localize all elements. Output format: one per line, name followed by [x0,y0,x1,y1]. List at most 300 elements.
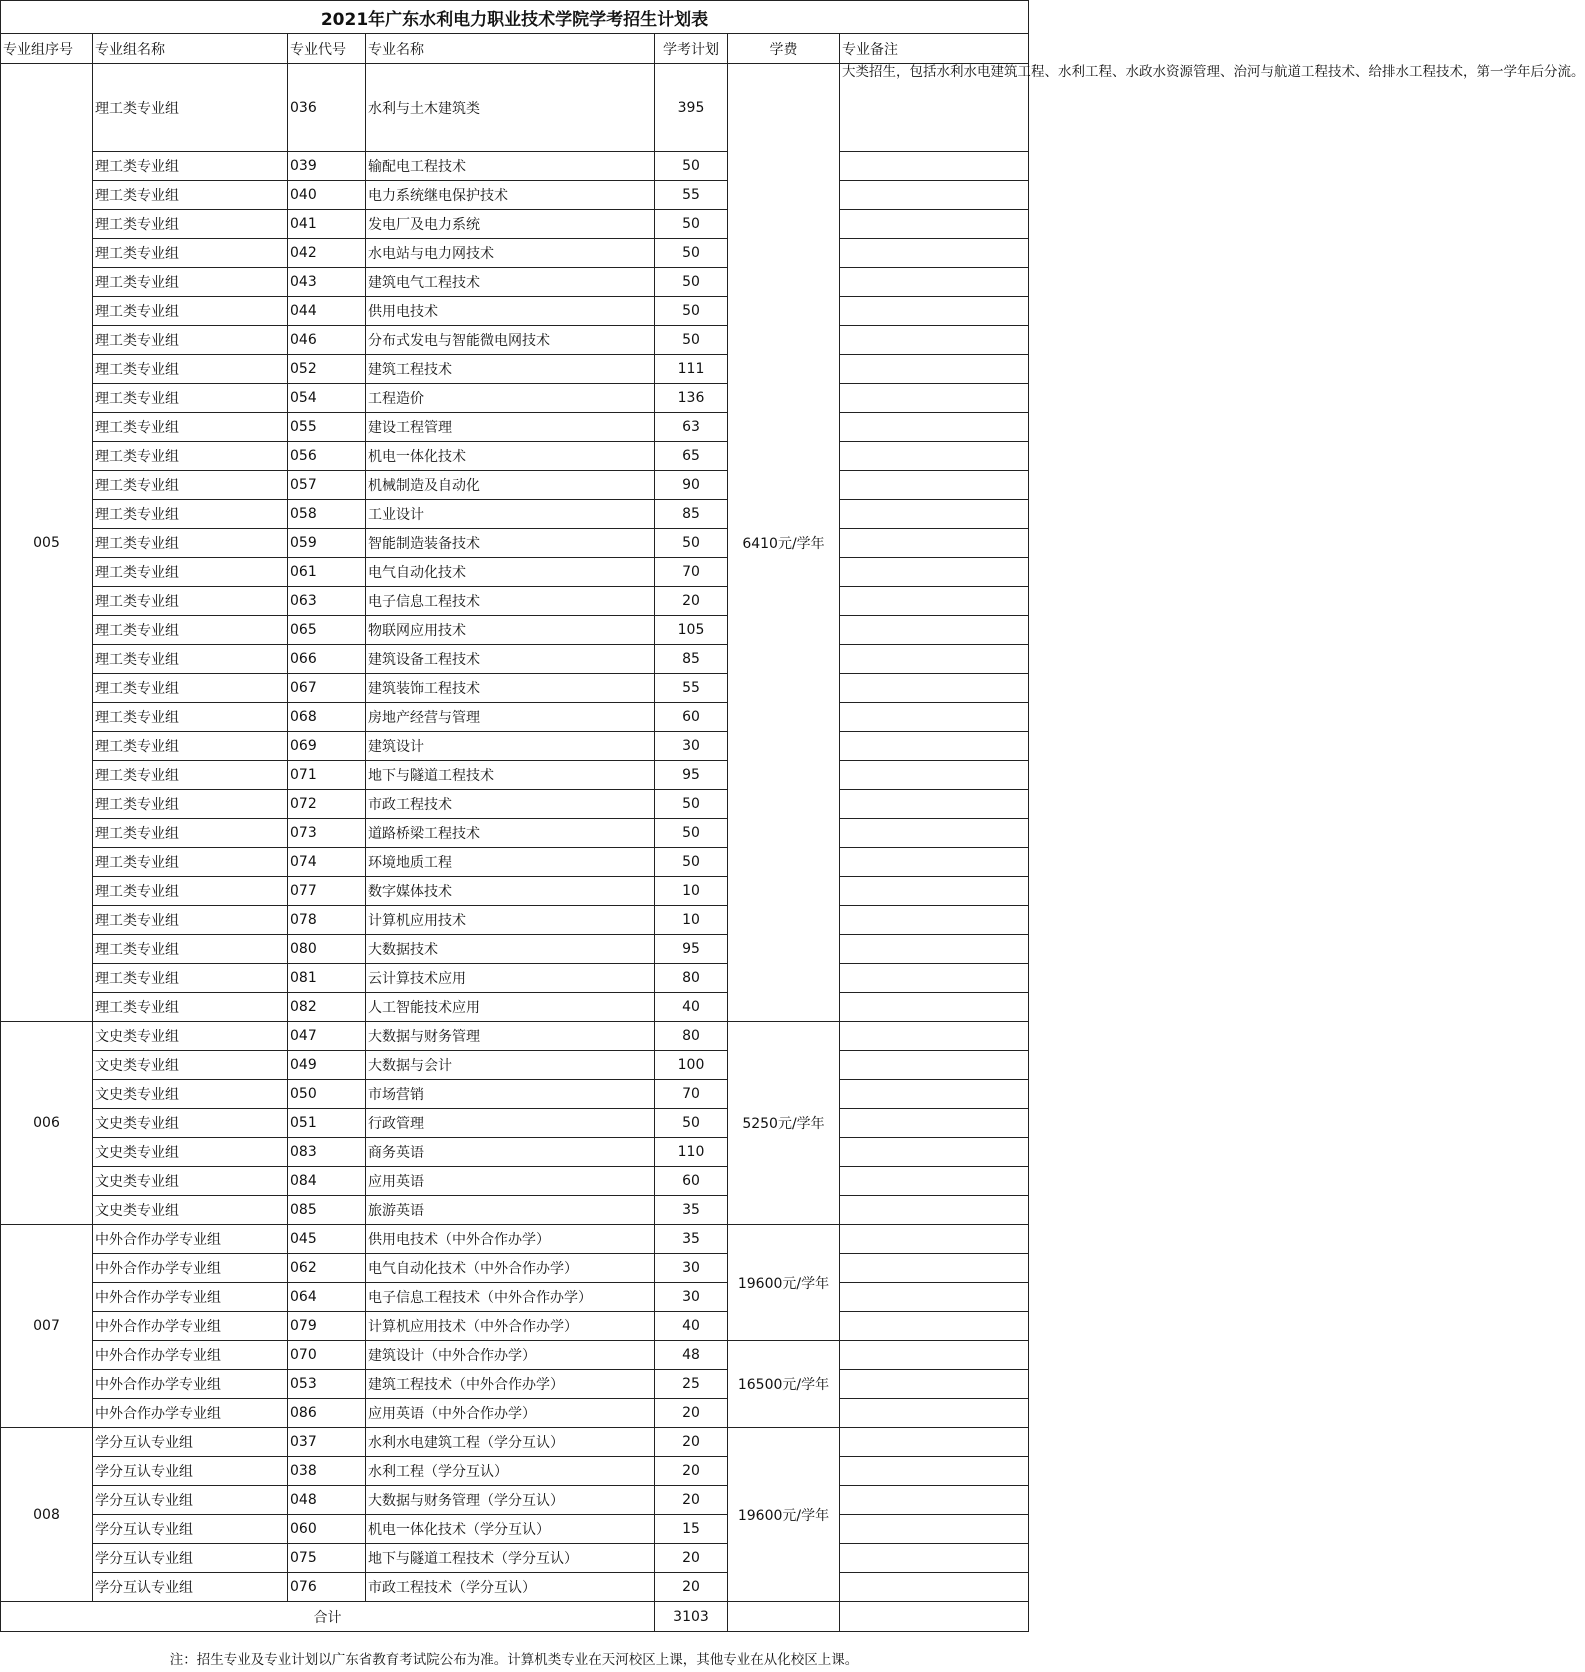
plan-count-cell: 30 [655,1283,728,1312]
major-name-cell: 物联网应用技术 [366,616,655,645]
footnote: 注：招生专业及专业计划以广东省教育考试院公布为准。计算机类专业在天河校区上课，其他专业在从化校区上课。 [169,1652,859,1668]
table-row [1,239,1029,268]
group-name-cell: 学分互认专业组 [93,1486,288,1515]
table-row [1,1167,1029,1196]
group-name-cell: 理工类专业组 [93,529,288,558]
table-row [1,64,1029,152]
plan-count-cell: 20 [655,1544,728,1573]
major-note-cell [840,1399,1029,1428]
plan-count-cell: 63 [655,413,728,442]
major-note-cell [840,384,1029,413]
major-name-cell: 建筑装饰工程技术 [366,674,655,703]
plan-count-cell: 60 [655,703,728,732]
table-row [1,355,1029,384]
major-code-cell: 081 [288,964,366,993]
table-row [1,500,1029,529]
major-note-cell [840,1225,1029,1254]
major-note-cell [840,790,1029,819]
major-note-cell [840,703,1029,732]
major-note-cell [840,442,1029,471]
header-group-name: 专业组名称 [93,34,288,64]
group-name-cell: 理工类专业组 [93,210,288,239]
plan-count-cell: 80 [655,1022,728,1051]
major-code-cell: 060 [288,1515,366,1544]
group-name-cell: 理工类专业组 [93,790,288,819]
plan-count-cell: 15 [655,1515,728,1544]
table-row [1,674,1029,703]
major-note-cell [840,674,1029,703]
plan-count-cell: 50 [655,268,728,297]
plan-count-cell: 50 [655,1109,728,1138]
table-row [1,906,1029,935]
plan-count-cell: 65 [655,442,728,471]
group-number-cell: 008 [1,1428,93,1602]
major-code-cell: 059 [288,529,366,558]
header-major: 专业名称 [366,34,655,64]
major-note-cell [840,1196,1029,1225]
major-name-cell: 水利与土木建筑类 [366,64,655,152]
major-note-cell [840,877,1029,906]
plan-count-cell: 10 [655,877,728,906]
table-row [1,1225,1029,1254]
header-plan: 学考计划 [655,34,728,64]
plan-count-cell: 50 [655,210,728,239]
plan-count-cell: 20 [655,1573,728,1602]
plan-count-cell: 70 [655,1080,728,1109]
group-name-cell: 文史类专业组 [93,1022,288,1051]
major-name-cell: 大数据与财务管理 [366,1022,655,1051]
table-row [1,877,1029,906]
table-row [1,1341,1029,1370]
plan-count-cell: 35 [655,1225,728,1254]
major-name-cell: 行政管理 [366,1109,655,1138]
table-row [1,819,1029,848]
major-code-cell: 084 [288,1167,366,1196]
major-note-cell [840,326,1029,355]
major-note-cell [840,297,1029,326]
major-name-cell: 建筑设备工程技术 [366,645,655,674]
major-code-cell: 038 [288,1457,366,1486]
tuition-fee-cell: 19600元/学年 [728,1225,840,1341]
major-note-cell [840,1312,1029,1341]
table-row [1,297,1029,326]
tuition-fee-cell: 16500元/学年 [728,1341,840,1428]
group-name-cell: 理工类专业组 [93,413,288,442]
table-row [1,703,1029,732]
table-row [1,181,1029,210]
plan-count-cell: 55 [655,674,728,703]
table-row [1,1254,1029,1283]
group-name-cell: 理工类专业组 [93,935,288,964]
major-code-cell: 051 [288,1109,366,1138]
group-number-cell: 005 [1,64,93,1022]
group-name-cell: 理工类专业组 [93,384,288,413]
major-note-cell: 大类招生，包括水利水电建筑工程、水利工程、水政水资源管理、治河与航道工程技术、给排水工程技术，第一学年后分流。 [840,64,1029,152]
major-name-cell: 建筑电气工程技术 [366,268,655,297]
plan-count-cell: 80 [655,964,728,993]
major-note-cell [840,964,1029,993]
plan-count-cell: 20 [655,1457,728,1486]
major-code-cell: 070 [288,1341,366,1370]
table-row [1,1312,1029,1341]
plan-count-cell: 50 [655,529,728,558]
group-name-cell: 理工类专业组 [93,64,288,152]
group-name-cell: 学分互认专业组 [93,1515,288,1544]
major-name-cell: 水利水电建筑工程（学分互认） [366,1428,655,1457]
plan-count-cell: 100 [655,1051,728,1080]
major-name-cell: 电子信息工程技术 [366,587,655,616]
major-note-cell [840,1457,1029,1486]
group-name-cell: 文史类专业组 [93,1080,288,1109]
major-note-cell [840,1515,1029,1544]
plan-count-cell: 95 [655,935,728,964]
major-code-cell: 042 [288,239,366,268]
major-code-cell: 069 [288,732,366,761]
major-code-cell: 055 [288,413,366,442]
major-note-cell [840,1573,1029,1602]
group-name-cell: 学分互认专业组 [93,1428,288,1457]
group-name-cell: 理工类专业组 [93,732,288,761]
header-row [1,34,1029,64]
major-name-cell: 发电厂及电力系统 [366,210,655,239]
major-note-cell [840,413,1029,442]
major-name-cell: 建筑设计 [366,732,655,761]
major-name-cell: 数字媒体技术 [366,877,655,906]
table-row [1,1515,1029,1544]
major-name-cell: 市场营销 [366,1080,655,1109]
major-code-cell: 074 [288,848,366,877]
major-note-cell [840,1109,1029,1138]
major-code-cell: 050 [288,1080,366,1109]
major-note-cell [840,1370,1029,1399]
plan-count-cell: 50 [655,152,728,181]
plan-count-cell: 95 [655,761,728,790]
table-row [1,442,1029,471]
empty-cell [728,1602,840,1632]
major-code-cell: 040 [288,181,366,210]
group-number-cell: 006 [1,1022,93,1225]
major-name-cell: 工业设计 [366,500,655,529]
plan-count-cell: 395 [655,64,728,152]
plan-count-cell: 105 [655,616,728,645]
major-name-cell: 机电一体化技术 [366,442,655,471]
plan-count-cell: 90 [655,471,728,500]
plan-count-cell: 60 [655,1167,728,1196]
major-name-cell: 分布式发电与智能微电网技术 [366,326,655,355]
major-name-cell: 旅游英语 [366,1196,655,1225]
major-name-cell: 计算机应用技术 [366,906,655,935]
major-note-cell [840,761,1029,790]
major-code-cell: 076 [288,1573,366,1602]
major-code-cell: 086 [288,1399,366,1428]
table-row [1,471,1029,500]
major-note-cell [840,935,1029,964]
table-row [1,616,1029,645]
major-note-cell [840,732,1029,761]
group-name-cell: 理工类专业组 [93,558,288,587]
major-name-cell: 电子信息工程技术（中外合作办学） [366,1283,655,1312]
group-name-cell: 理工类专业组 [93,819,288,848]
major-code-cell: 049 [288,1051,366,1080]
table-row [1,529,1029,558]
major-name-cell: 建筑设计（中外合作办学） [366,1341,655,1370]
group-name-cell: 中外合作办学专业组 [93,1225,288,1254]
major-code-cell: 058 [288,500,366,529]
header-fee: 学费 [728,34,840,64]
major-name-cell: 大数据技术 [366,935,655,964]
group-name-cell: 理工类专业组 [93,326,288,355]
plan-count-cell: 20 [655,1399,728,1428]
major-name-cell: 大数据与财务管理（学分互认） [366,1486,655,1515]
major-note-cell [840,1428,1029,1457]
group-name-cell: 理工类专业组 [93,239,288,268]
major-code-cell: 052 [288,355,366,384]
major-code-cell: 039 [288,152,366,181]
major-code-cell: 075 [288,1544,366,1573]
empty-cell [840,1602,1029,1632]
group-name-cell: 中外合作办学专业组 [93,1312,288,1341]
group-name-cell: 理工类专业组 [93,297,288,326]
table-row [1,761,1029,790]
group-name-cell: 文史类专业组 [93,1109,288,1138]
group-number-cell: 007 [1,1225,93,1428]
major-code-cell: 085 [288,1196,366,1225]
group-name-cell: 文史类专业组 [93,1051,288,1080]
major-name-cell: 市政工程技术 [366,790,655,819]
group-name-cell: 理工类专业组 [93,674,288,703]
major-note-cell [840,500,1029,529]
table-row [1,964,1029,993]
table-row [1,935,1029,964]
group-name-cell: 学分互认专业组 [93,1573,288,1602]
group-name-cell: 理工类专业组 [93,993,288,1022]
major-code-cell: 078 [288,906,366,935]
major-code-cell: 061 [288,558,366,587]
plan-count-cell: 50 [655,297,728,326]
title-row [1,1,1029,34]
table-row [1,1399,1029,1428]
major-code-cell: 057 [288,471,366,500]
tuition-fee-cell: 6410元/学年 [728,64,840,1022]
major-name-cell: 大数据与会计 [366,1051,655,1080]
major-note-cell [840,993,1029,1022]
table-row [1,413,1029,442]
total-row [1,1602,1029,1632]
table-row [1,1196,1029,1225]
major-note-cell [840,239,1029,268]
plan-count-cell: 110 [655,1138,728,1167]
major-note-cell [840,1254,1029,1283]
major-code-cell: 065 [288,616,366,645]
group-name-cell: 中外合作办学专业组 [93,1370,288,1399]
table-row [1,558,1029,587]
group-name-cell: 文史类专业组 [93,1167,288,1196]
table-row [1,1022,1029,1051]
group-name-cell: 理工类专业组 [93,181,288,210]
plan-count-cell: 85 [655,500,728,529]
table-row [1,152,1029,181]
plan-count-cell: 50 [655,239,728,268]
group-name-cell: 学分互认专业组 [93,1544,288,1573]
major-note-cell [840,1080,1029,1109]
table-row [1,1109,1029,1138]
table-row [1,645,1029,674]
major-name-cell: 商务英语 [366,1138,655,1167]
major-note-cell [840,1022,1029,1051]
group-name-cell: 理工类专业组 [93,964,288,993]
major-note-cell [840,587,1029,616]
group-name-cell: 理工类专业组 [93,848,288,877]
major-name-cell: 建筑工程技术 [366,355,655,384]
plan-count-cell: 20 [655,587,728,616]
table-row [1,1283,1029,1312]
header-code: 专业代号 [288,34,366,64]
major-code-cell: 073 [288,819,366,848]
group-name-cell: 理工类专业组 [93,268,288,297]
major-name-cell: 云计算技术应用 [366,964,655,993]
major-note-cell [840,471,1029,500]
plan-count-cell: 30 [655,732,728,761]
major-code-cell: 067 [288,674,366,703]
major-name-cell: 电气自动化技术（中外合作办学） [366,1254,655,1283]
group-name-cell: 理工类专业组 [93,355,288,384]
table-row [1,848,1029,877]
major-name-cell: 建设工程管理 [366,413,655,442]
table-row [1,587,1029,616]
table-row [1,1051,1029,1080]
group-name-cell: 中外合作办学专业组 [93,1399,288,1428]
major-name-cell: 机电一体化技术（学分互认） [366,1515,655,1544]
major-code-cell: 079 [288,1312,366,1341]
major-note-cell [840,1051,1029,1080]
major-note-cell [840,558,1029,587]
major-note-cell [840,1283,1029,1312]
plan-count-cell: 20 [655,1428,728,1457]
table-row [1,1544,1029,1573]
major-note-cell [840,1544,1029,1573]
table-row [1,1080,1029,1109]
major-name-cell: 环境地质工程 [366,848,655,877]
table-title: 2021年广东水利电力职业技术学院学考招生计划表 [1,1,1029,34]
group-name-cell: 理工类专业组 [93,152,288,181]
major-name-cell: 电气自动化技术 [366,558,655,587]
plan-count-cell: 48 [655,1341,728,1370]
total-label: 合计 [1,1602,655,1632]
major-name-cell: 水利工程（学分互认） [366,1457,655,1486]
major-code-cell: 068 [288,703,366,732]
major-code-cell: 044 [288,297,366,326]
group-name-cell: 理工类专业组 [93,587,288,616]
plan-count-cell: 70 [655,558,728,587]
major-code-cell: 037 [288,1428,366,1457]
major-code-cell: 048 [288,1486,366,1515]
major-code-cell: 043 [288,268,366,297]
plan-count-cell: 136 [655,384,728,413]
major-name-cell: 机械制造及自动化 [366,471,655,500]
group-name-cell: 理工类专业组 [93,906,288,935]
plan-count-cell: 85 [655,645,728,674]
header-note: 专业备注 [840,34,1029,64]
major-name-cell: 电力系统继电保护技术 [366,181,655,210]
table-row [1,1428,1029,1457]
group-name-cell: 中外合作办学专业组 [93,1283,288,1312]
table-row [1,1573,1029,1602]
major-note-cell [840,616,1029,645]
major-note-cell [840,1486,1029,1515]
plan-count-cell: 35 [655,1196,728,1225]
major-code-cell: 062 [288,1254,366,1283]
plan-count-cell: 40 [655,1312,728,1341]
major-code-cell: 046 [288,326,366,355]
total-value: 3103 [655,1602,728,1632]
major-name-cell: 水电站与电力网技术 [366,239,655,268]
major-name-cell: 智能制造装备技术 [366,529,655,558]
plan-count-cell: 55 [655,181,728,210]
major-code-cell: 083 [288,1138,366,1167]
plan-count-cell: 20 [655,1486,728,1515]
table-row [1,1457,1029,1486]
header-group-no: 专业组序号 [1,34,93,64]
major-note-cell [840,1341,1029,1370]
major-note-cell [840,529,1029,558]
major-name-cell: 供用电技术（中外合作办学） [366,1225,655,1254]
major-name-cell: 输配电工程技术 [366,152,655,181]
major-code-cell: 082 [288,993,366,1022]
major-name-cell: 应用英语 [366,1167,655,1196]
major-note-cell [840,355,1029,384]
major-name-cell: 应用英语（中外合作办学） [366,1399,655,1428]
major-code-cell: 063 [288,587,366,616]
table-row [1,1370,1029,1399]
major-name-cell: 道路桥梁工程技术 [366,819,655,848]
plan-count-cell: 25 [655,1370,728,1399]
table-row [1,1138,1029,1167]
major-note-cell [840,645,1029,674]
major-code-cell: 056 [288,442,366,471]
major-note-cell [840,819,1029,848]
table-row [1,326,1029,355]
major-code-cell: 036 [288,64,366,152]
major-code-cell: 041 [288,210,366,239]
major-name-cell: 房地产经营与管理 [366,703,655,732]
table-row [1,790,1029,819]
plan-count-cell: 50 [655,819,728,848]
major-note-cell [840,268,1029,297]
major-note-cell [840,152,1029,181]
major-name-cell: 人工智能技术应用 [366,993,655,1022]
group-name-cell: 学分互认专业组 [93,1457,288,1486]
major-name-cell: 市政工程技术（学分互认） [366,1573,655,1602]
major-note-cell [840,1167,1029,1196]
major-name-cell: 计算机应用技术（中外合作办学） [366,1312,655,1341]
group-name-cell: 理工类专业组 [93,500,288,529]
tuition-fee-cell: 5250元/学年 [728,1022,840,1225]
table-row [1,732,1029,761]
major-code-cell: 054 [288,384,366,413]
tuition-fee-cell: 19600元/学年 [728,1428,840,1602]
plan-count-cell: 50 [655,848,728,877]
major-code-cell: 066 [288,645,366,674]
major-name-cell: 地下与隧道工程技术 [366,761,655,790]
group-name-cell: 理工类专业组 [93,442,288,471]
group-name-cell: 理工类专业组 [93,703,288,732]
group-name-cell: 中外合作办学专业组 [93,1341,288,1370]
plan-count-cell: 50 [655,326,728,355]
major-note-cell [840,906,1029,935]
plan-count-cell: 111 [655,355,728,384]
plan-count-cell: 30 [655,1254,728,1283]
major-name-cell: 地下与隧道工程技术（学分互认） [366,1544,655,1573]
